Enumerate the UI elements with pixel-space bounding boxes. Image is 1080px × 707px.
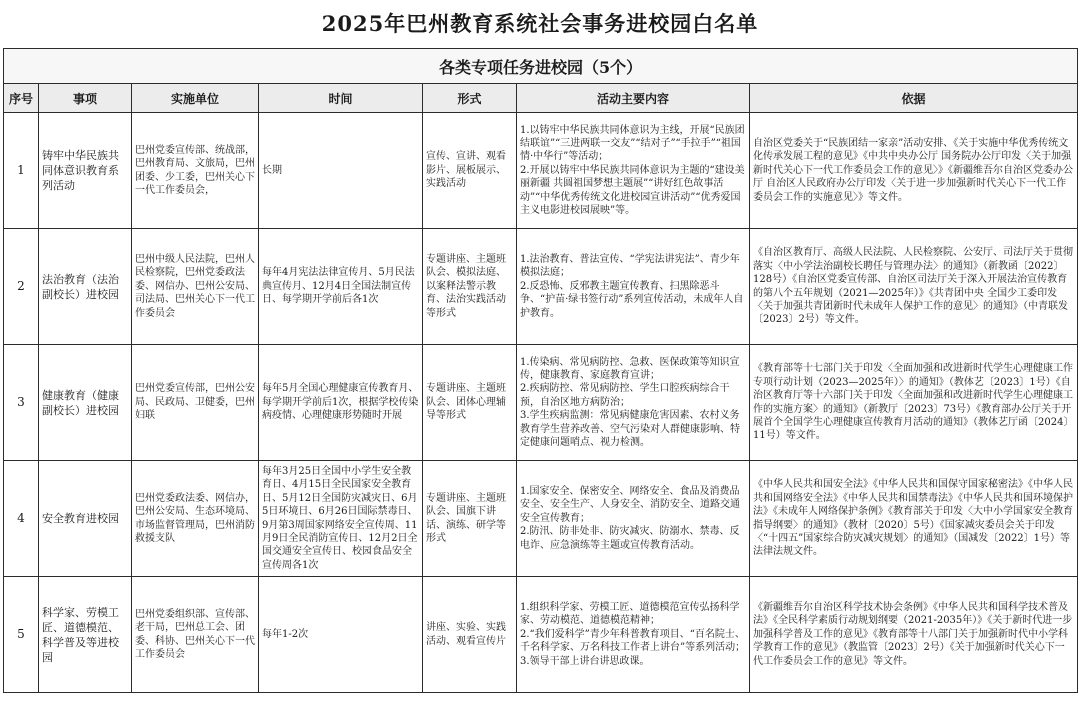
- row-item: 铸牢中华民族共同体意识教育系列活动: [39, 113, 132, 229]
- row-unit: 巴州党委组织部、宣传部、老干局，巴州总工会、团委、科协、巴州关心下一代工作委员会: [132, 577, 259, 693]
- table-header-row: [4, 84, 1078, 113]
- row-content: 1.传染病、常见病防控、急救、医保政策等知识宣传，健康教育、家庭教育宣讲； 2.疾病防控、常见病防控、学生口腔疾病综合干预，自治区地方病防治； 3.学生疾病监测：常见病健康危害因素、农村义务教育学生营养改善、空气污染对人群健康影响、特定健康问题哨点、视力检测。: [517, 345, 750, 461]
- whitelist-table: [3, 48, 1078, 693]
- row-seq: 4: [4, 461, 39, 577]
- row-unit: 巴州党委政法委、网信办，巴州公安局、生态环境局、市场监督管理局，巴州消防救援支队: [132, 461, 259, 577]
- table-subtitle-row: [4, 49, 1078, 84]
- table-row: [4, 577, 1078, 693]
- row-content: 1.法治教育、普法宣传、“学宪法讲宪法”、青少年模拟法庭； 2.反恐怖、反邪教主题宣传教育、扫黑除恶斗争、“护苗·绿书签行动”系列宣传活动，未成年人自护教育。: [517, 229, 750, 345]
- row-basis: 自治区党委关于“民族团结一家亲”活动安排、《关于实施中华优秀传统文化传承发展工程的意见》《中共中央办公厅 国务院办公厅印发〈关于加强新时代关心下一代工作委员会工作的意见〉》《新疆维吾尔自治区党委办公厅 自治区人民政府办公厅印发〈关于进一步加强新时代关心下一代工作委员会工作的实施意见〉》等文件。: [750, 113, 1078, 229]
- row-item: 安全教育进校园: [39, 461, 132, 577]
- row-time: 每年5月全国心理健康宣传教育月、每学期开学前后1次，根据学校传染病疫情、心理健康形势随时开展: [259, 345, 423, 461]
- header-unit: 实施单位: [132, 84, 259, 113]
- row-unit: 巴州中级人民法院，巴州人民检察院，巴州党委政法委、网信办、巴州公安局、司法局、巴州关心下一代工作委员会: [132, 229, 259, 345]
- row-time: 每年4月宪法法律宣传月、5月民法典宣传月、12月4日全国法制宣传日、每学期开学前后各1次: [259, 229, 423, 345]
- row-form: 宣传、宣讲、观看影片、展板展示、实践活动: [423, 113, 517, 229]
- table-row: [4, 345, 1078, 461]
- header-form: 形式: [423, 84, 517, 113]
- row-item: 健康教育（健康副校长）进校园: [39, 345, 132, 461]
- document: [3, 0, 1077, 706]
- row-content: 1.以铸牢中华民族共同体意识为主线，开展“民族团结联谊”“三进两联一交友”“结对子”“手拉手”“祖国情·中华行”等活动； 2.开展以铸牢中华民族共同体意识为主题的“建设美丽新疆 共圆祖国梦想主题展”“讲好红色故事活动”“中华优秀传统文化进校园宣讲活动”“优秀爱国主义电影进校园展映”等。: [517, 113, 750, 229]
- row-time: 每年3月25日全国中小学生安全教育日、4月15日全民国家安全教育日、5月12日全国防灾减灾日、6月5日环境日、6月26日国际禁毒日、9月第3周国家网络安全宣传周、11月9日全民消防宣传日、12月2日全国交通安全宣传日、校园食品安全宣传周各1次: [259, 461, 423, 577]
- header-content: 活动主要内容: [517, 84, 750, 113]
- row-basis: 《中华人民共和国安全法》《中华人民共和国保守国家秘密法》《中华人民共和国网络安全法》《中华人民共和国禁毒法》《中华人民共和国环境保护法》《未成年人网络保护条例》《教育部关于印发〈大中小学国家安全教育指导纲要〉的通知》（教材〔2020〕5号）《国家减灾委员会关于印发〈“十四五”国家综合防灾减灾规划〉的通知》（国减发〔2022〕1号）等法律法规文件。: [750, 461, 1078, 577]
- row-time: 长期: [259, 113, 423, 229]
- row-form: 专题讲座、主题班队会、团体心理辅导等形式: [423, 345, 517, 461]
- table-row: [4, 461, 1078, 577]
- row-seq: 3: [4, 345, 39, 461]
- row-basis: 《自治区教育厅、高级人民法院、人民检察院、公安厅、司法厅关于贯彻落实〈中小学法治副校长聘任与管理办法〉的通知》（新教函〔2022〕128号）《自治区党委宣传部、自治区司法厅关于深入开展法治宣传教育的第八个五年规划（2021—2025年）》《共青团中央 全国少工委印发〈关于加强共青团新时代未成年人保护工作的意见〉的通知》（中青联发〔2023〕2号）等文件。: [750, 229, 1078, 345]
- table-row: [4, 229, 1078, 345]
- row-unit: 巴州党委宣传部，巴州公安局、民政局、卫健委，巴州妇联: [132, 345, 259, 461]
- row-form: 专题讲座、主题班队会、国旗下讲话、演练、研学等形式: [423, 461, 517, 577]
- row-form: 专题讲座、主题班队会、模拟法庭、以案释法警示教育、法治实践活动等形式: [423, 229, 517, 345]
- header-item: 事项: [39, 84, 132, 113]
- row-item: 法治教育（法治副校长）进校园: [39, 229, 132, 345]
- header-basis: 依据: [750, 84, 1078, 113]
- row-basis: 《新疆维吾尔自治区科学技术协会条例》《中华人民共和国科学技术普及法》《全民科学素质行动规划纲要（2021-2035年）》《关于新时代进一步加强科学普及工作的意见》《教育部等十八部门关于加强新时代中小学科学教育工作的意见》（教监管〔2023〕2号）《关于加强新时代关心下一代工作委员会工作的意见》等文件。: [750, 577, 1078, 693]
- row-content: 1.组织科学家、劳模工匠、道德模范宣传弘扬科学家、劳动模范、道德模范精神； 2.“我们爱科学”青少年科普教育项目、“百名院士、千名科学家、万名科技工作者上讲台”等系列活动； 3.领导干部上讲台讲思政课。: [517, 577, 750, 693]
- row-time: 每年1-2次: [259, 577, 423, 693]
- page-title: 2025年巴州教育系统社会事务进校园白名单: [321, 11, 759, 36]
- row-basis: 《教育部等十七部门关于印发〈全面加强和改进新时代学生心理健康工作专项行动计划（2023—2025年）〉的通知》（教体艺〔2023〕1号）《自治区教育厅等十六部门关于印发〈全面加强和改进新时代学生心理健康工作的实施方案〉的通知》（新教厅〔2023〕73号）《教育部办公厅关于开展首个全国学生心理健康宣传教育月活动的通知》（教体艺厅函〔2024〕11号）等文件。: [750, 345, 1078, 461]
- row-unit: 巴州党委宣传部、统战部，巴州教育局、文旅局，巴州团委、少工委，巴州关心下一代工作委员会，: [132, 113, 259, 229]
- row-seq: 5: [4, 577, 39, 693]
- table-subtitle: 各类专项任务进校园（5个）: [4, 49, 1078, 84]
- table-row: [4, 113, 1078, 229]
- row-item: 科学家、劳模工匠、道德模范、科学普及等进校园: [39, 577, 132, 693]
- header-seq: 序号: [4, 84, 39, 113]
- row-form: 讲座、实验、实践活动、观看宣传片: [423, 577, 517, 693]
- header-time: 时间: [259, 84, 423, 113]
- row-seq: 1: [4, 113, 39, 229]
- row-content: 1.国家安全、保密安全、网络安全、食品及消费品安全、安全生产、人身安全、消防安全、道路交通安全宣传教育； 2.防汛、防非处非、防灾减灾、防溺水、禁毒、反电诈、应急演练等主题或宣传教育活动。: [517, 461, 750, 577]
- row-seq: 2: [4, 229, 39, 345]
